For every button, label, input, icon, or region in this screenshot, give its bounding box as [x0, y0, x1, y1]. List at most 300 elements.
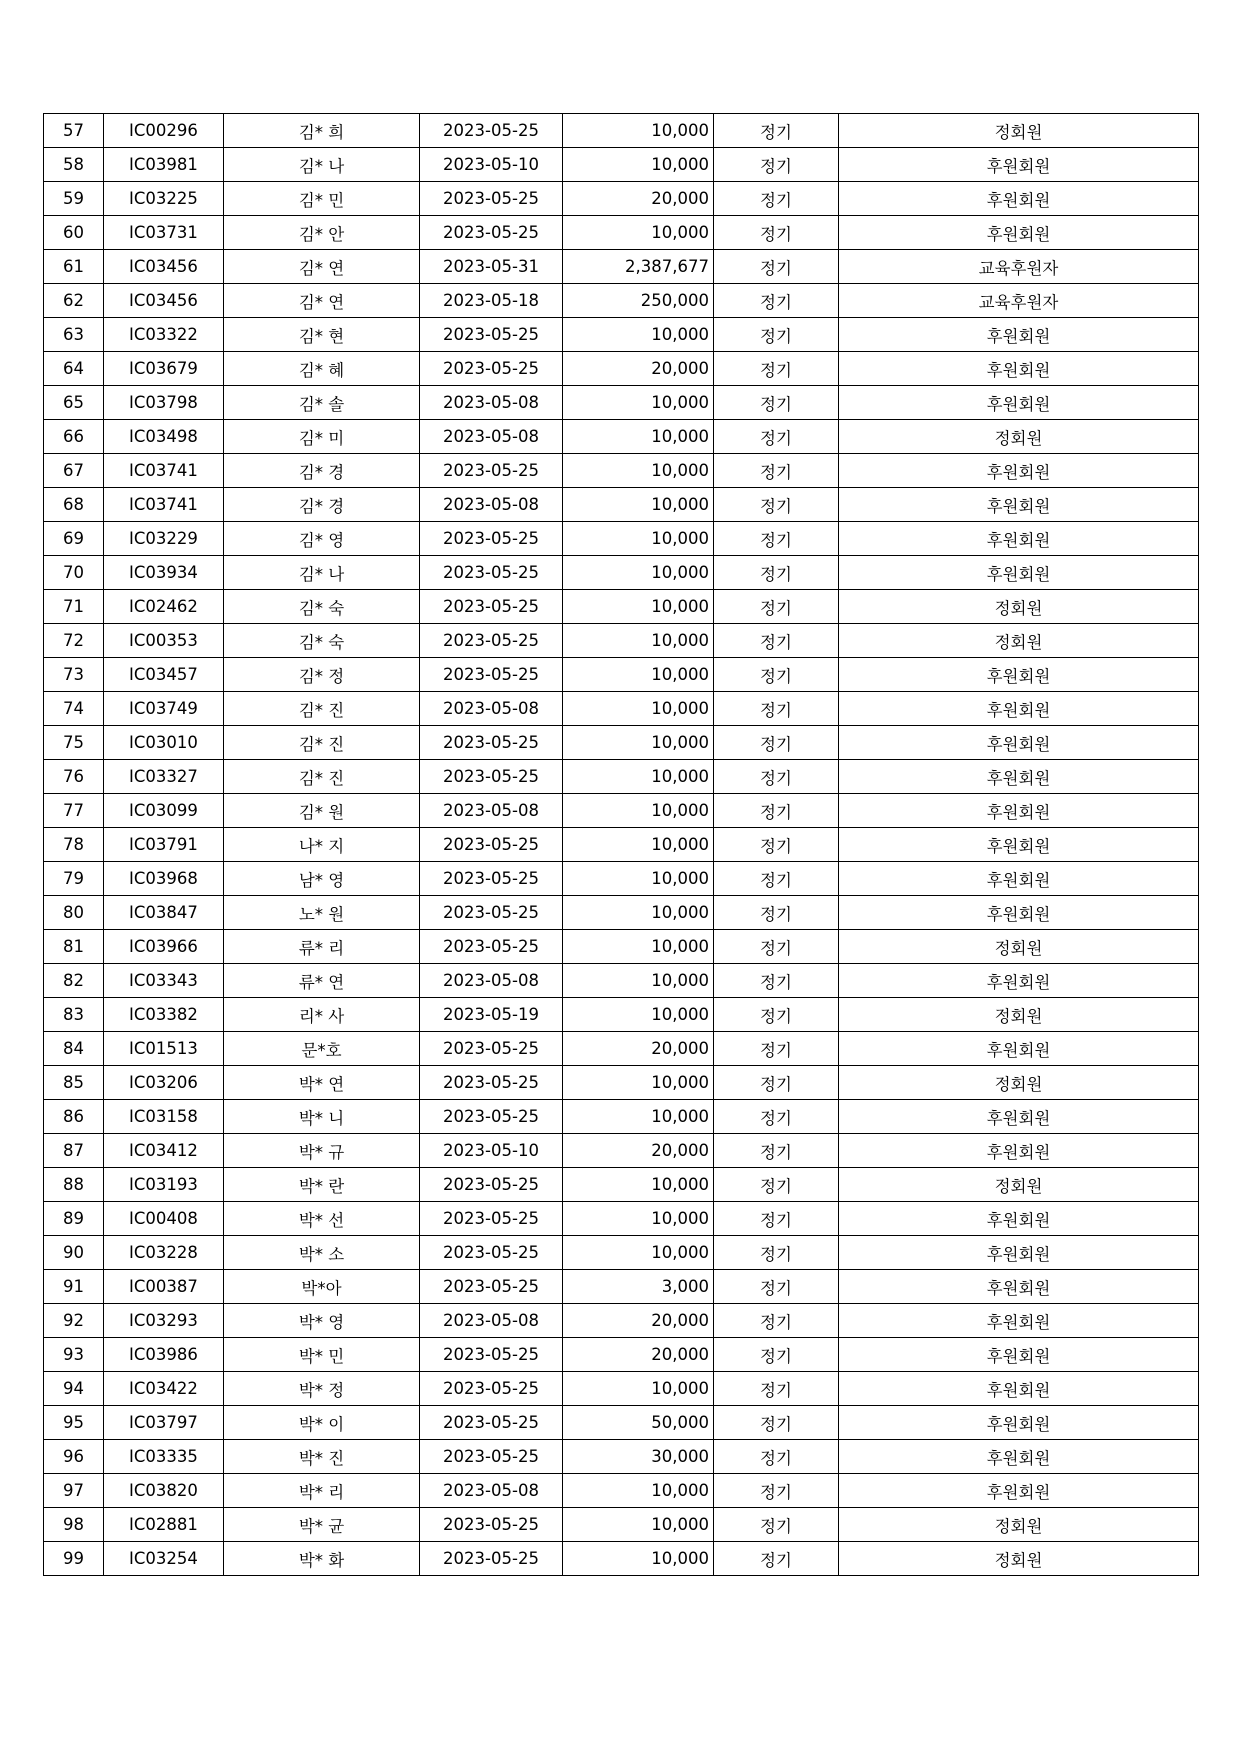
amount-cell: 10,000	[563, 964, 714, 998]
row-number-cell: 87	[44, 1134, 104, 1168]
donation-date-cell: 2023-05-25	[420, 1100, 563, 1134]
donor-id-cell: IC03966	[104, 930, 224, 964]
donation-date-cell: 2023-05-25	[420, 522, 563, 556]
donation-type-cell: 정기	[714, 1440, 839, 1474]
table-row	[44, 216, 1199, 250]
member-type-cell: 정회원	[839, 1168, 1199, 1202]
amount-cell: 10,000	[563, 1100, 714, 1134]
donation-type-cell: 정기	[714, 1066, 839, 1100]
amount-cell: 20,000	[563, 1304, 714, 1338]
row-number-cell: 75	[44, 726, 104, 760]
table-row	[44, 828, 1199, 862]
donation-date-cell: 2023-05-25	[420, 658, 563, 692]
donation-type-cell: 정기	[714, 862, 839, 896]
table-row	[44, 114, 1199, 148]
amount-cell: 10,000	[563, 760, 714, 794]
donor-name-cell: 김* 진	[224, 692, 420, 726]
member-type-cell: 후원회원	[839, 1474, 1199, 1508]
table-row	[44, 930, 1199, 964]
amount-cell: 10,000	[563, 1066, 714, 1100]
member-type-cell: 후원회원	[839, 556, 1199, 590]
donor-id-cell: IC03749	[104, 692, 224, 726]
table-row	[44, 556, 1199, 590]
table-row	[44, 1304, 1199, 1338]
amount-cell: 20,000	[563, 1338, 714, 1372]
amount-cell: 10,000	[563, 590, 714, 624]
row-number-cell: 94	[44, 1372, 104, 1406]
donor-id-cell: IC03254	[104, 1542, 224, 1576]
amount-cell: 10,000	[563, 658, 714, 692]
donation-type-cell: 정기	[714, 658, 839, 692]
donation-date-cell: 2023-05-25	[420, 1066, 563, 1100]
donor-name-cell: 김* 진	[224, 760, 420, 794]
donation-type-cell: 정기	[714, 556, 839, 590]
table-row	[44, 1338, 1199, 1372]
table-row	[44, 590, 1199, 624]
donation-type-cell: 정기	[714, 760, 839, 794]
member-type-cell: 교육후원자	[839, 250, 1199, 284]
donor-id-cell: IC03847	[104, 896, 224, 930]
amount-cell: 20,000	[563, 182, 714, 216]
member-type-cell: 후원회원	[839, 658, 1199, 692]
row-number-cell: 82	[44, 964, 104, 998]
table-row	[44, 1236, 1199, 1270]
donation-type-cell: 정기	[714, 1372, 839, 1406]
member-type-cell: 후원회원	[839, 522, 1199, 556]
row-number-cell: 84	[44, 1032, 104, 1066]
table-row	[44, 1372, 1199, 1406]
table-row	[44, 998, 1199, 1032]
amount-cell: 10,000	[563, 1202, 714, 1236]
member-type-cell: 후원회원	[839, 318, 1199, 352]
donor-name-cell: 김* 경	[224, 454, 420, 488]
donation-type-cell: 정기	[714, 1202, 839, 1236]
amount-cell: 10,000	[563, 794, 714, 828]
donation-type-cell: 정기	[714, 1508, 839, 1542]
donor-name-cell: 김* 안	[224, 216, 420, 250]
donation-date-cell: 2023-05-08	[420, 1474, 563, 1508]
donor-name-cell: 김* 미	[224, 420, 420, 454]
donor-id-cell: IC03934	[104, 556, 224, 590]
amount-cell: 10,000	[563, 828, 714, 862]
donor-id-cell: IC03010	[104, 726, 224, 760]
amount-cell: 10,000	[563, 1508, 714, 1542]
donation-date-cell: 2023-05-25	[420, 1542, 563, 1576]
row-number-cell: 71	[44, 590, 104, 624]
donation-type-cell: 정기	[714, 624, 839, 658]
amount-cell: 250,000	[563, 284, 714, 318]
donation-type-cell: 정기	[714, 1406, 839, 1440]
member-type-cell: 후원회원	[839, 182, 1199, 216]
donor-id-cell: IC03498	[104, 420, 224, 454]
table-row	[44, 1406, 1199, 1440]
donation-date-cell: 2023-05-25	[420, 1508, 563, 1542]
amount-cell: 10,000	[563, 216, 714, 250]
donation-type-cell: 정기	[714, 250, 839, 284]
member-type-cell: 후원회원	[839, 828, 1199, 862]
row-number-cell: 73	[44, 658, 104, 692]
amount-cell: 10,000	[563, 692, 714, 726]
row-number-cell: 61	[44, 250, 104, 284]
amount-cell: 10,000	[563, 1372, 714, 1406]
row-number-cell: 78	[44, 828, 104, 862]
donor-name-cell: 나* 지	[224, 828, 420, 862]
donor-id-cell: IC03820	[104, 1474, 224, 1508]
member-type-cell: 후원회원	[839, 1032, 1199, 1066]
amount-cell: 10,000	[563, 1168, 714, 1202]
donation-type-cell: 정기	[714, 964, 839, 998]
amount-cell: 10,000	[563, 1542, 714, 1576]
donation-date-cell: 2023-05-08	[420, 964, 563, 998]
donation-date-cell: 2023-05-25	[420, 862, 563, 896]
donor-id-cell: IC03158	[104, 1100, 224, 1134]
row-number-cell: 99	[44, 1542, 104, 1576]
donation-date-cell: 2023-05-25	[420, 1406, 563, 1440]
donor-name-cell: 김* 나	[224, 148, 420, 182]
donation-type-cell: 정기	[714, 522, 839, 556]
table-row	[44, 896, 1199, 930]
donor-name-cell: 박* 정	[224, 1372, 420, 1406]
table-row	[44, 760, 1199, 794]
donation-type-cell: 정기	[714, 1100, 839, 1134]
donation-date-cell: 2023-05-25	[420, 114, 563, 148]
donor-id-cell: IC03741	[104, 488, 224, 522]
donor-id-cell: IC01513	[104, 1032, 224, 1066]
row-number-cell: 81	[44, 930, 104, 964]
donor-id-cell: IC03731	[104, 216, 224, 250]
member-type-cell: 정회원	[839, 1066, 1199, 1100]
donor-name-cell: 김* 진	[224, 726, 420, 760]
row-number-cell: 85	[44, 1066, 104, 1100]
donor-name-cell: 박* 규	[224, 1134, 420, 1168]
table-row	[44, 148, 1199, 182]
donation-date-cell: 2023-05-25	[420, 590, 563, 624]
member-type-cell: 후원회원	[839, 1100, 1199, 1134]
donation-type-cell: 정기	[714, 828, 839, 862]
donor-id-cell: IC03968	[104, 862, 224, 896]
donation-type-cell: 정기	[714, 1338, 839, 1372]
donation-type-cell: 정기	[714, 488, 839, 522]
donation-date-cell: 2023-05-25	[420, 896, 563, 930]
donation-type-cell: 정기	[714, 794, 839, 828]
member-type-cell: 후원회원	[839, 794, 1199, 828]
amount-cell: 10,000	[563, 556, 714, 590]
amount-cell: 10,000	[563, 726, 714, 760]
amount-cell: 3,000	[563, 1270, 714, 1304]
table-row	[44, 250, 1199, 284]
donation-date-cell: 2023-05-25	[420, 216, 563, 250]
donor-id-cell: IC03457	[104, 658, 224, 692]
donor-id-cell: IC03986	[104, 1338, 224, 1372]
row-number-cell: 63	[44, 318, 104, 352]
donation-date-cell: 2023-05-10	[420, 1134, 563, 1168]
donation-date-cell: 2023-05-18	[420, 284, 563, 318]
donation-type-cell: 정기	[714, 1032, 839, 1066]
donation-date-cell: 2023-05-25	[420, 624, 563, 658]
donation-date-cell: 2023-05-25	[420, 1168, 563, 1202]
member-type-cell: 후원회원	[839, 1440, 1199, 1474]
table-row	[44, 1100, 1199, 1134]
donation-date-cell: 2023-05-08	[420, 420, 563, 454]
amount-cell: 10,000	[563, 624, 714, 658]
amount-cell: 20,000	[563, 352, 714, 386]
amount-cell: 10,000	[563, 998, 714, 1032]
donation-type-cell: 정기	[714, 930, 839, 964]
amount-cell: 10,000	[563, 114, 714, 148]
donation-date-cell: 2023-05-10	[420, 148, 563, 182]
row-number-cell: 72	[44, 624, 104, 658]
donation-type-cell: 정기	[714, 590, 839, 624]
row-number-cell: 67	[44, 454, 104, 488]
donor-id-cell: IC03322	[104, 318, 224, 352]
member-type-cell: 후원회원	[839, 1270, 1199, 1304]
donation-type-cell: 정기	[714, 318, 839, 352]
donor-name-cell: 김* 숙	[224, 590, 420, 624]
donation-type-cell: 정기	[714, 1236, 839, 1270]
row-number-cell: 57	[44, 114, 104, 148]
donor-id-cell: IC03099	[104, 794, 224, 828]
donor-name-cell: 박* 란	[224, 1168, 420, 1202]
donation-date-cell: 2023-05-25	[420, 454, 563, 488]
table-row	[44, 1168, 1199, 1202]
member-type-cell: 교육후원자	[839, 284, 1199, 318]
donation-type-cell: 정기	[714, 386, 839, 420]
donor-id-cell: IC03981	[104, 148, 224, 182]
row-number-cell: 68	[44, 488, 104, 522]
table-row	[44, 352, 1199, 386]
donor-id-cell: IC03798	[104, 386, 224, 420]
table-row	[44, 1134, 1199, 1168]
donor-name-cell: 김* 경	[224, 488, 420, 522]
donor-name-cell: 박* 진	[224, 1440, 420, 1474]
table-row	[44, 1202, 1199, 1236]
donor-name-cell: 김* 원	[224, 794, 420, 828]
donation-type-cell: 정기	[714, 692, 839, 726]
donor-id-cell: IC03327	[104, 760, 224, 794]
row-number-cell: 80	[44, 896, 104, 930]
donation-type-cell: 정기	[714, 114, 839, 148]
table-row	[44, 1474, 1199, 1508]
donation-type-cell: 정기	[714, 420, 839, 454]
table-row	[44, 488, 1199, 522]
amount-cell: 10,000	[563, 1474, 714, 1508]
row-number-cell: 83	[44, 998, 104, 1032]
donor-id-cell: IC03193	[104, 1168, 224, 1202]
row-number-cell: 59	[44, 182, 104, 216]
donation-date-cell: 2023-05-25	[420, 352, 563, 386]
amount-cell: 2,387,677	[563, 250, 714, 284]
donation-type-cell: 정기	[714, 1304, 839, 1338]
table-row	[44, 964, 1199, 998]
donor-id-cell: IC03206	[104, 1066, 224, 1100]
member-type-cell: 정회원	[839, 1508, 1199, 1542]
row-number-cell: 74	[44, 692, 104, 726]
donation-date-cell: 2023-05-25	[420, 182, 563, 216]
donation-date-cell: 2023-05-25	[420, 1032, 563, 1066]
donation-type-cell: 정기	[714, 148, 839, 182]
donor-name-cell: 김* 현	[224, 318, 420, 352]
member-type-cell: 후원회원	[839, 148, 1199, 182]
donation-date-cell: 2023-05-25	[420, 1338, 563, 1372]
table-row	[44, 1032, 1199, 1066]
donor-name-cell: 김* 솔	[224, 386, 420, 420]
row-number-cell: 88	[44, 1168, 104, 1202]
table-row	[44, 726, 1199, 760]
donor-id-cell: IC03741	[104, 454, 224, 488]
donor-name-cell: 김* 민	[224, 182, 420, 216]
donor-name-cell: 문*호	[224, 1032, 420, 1066]
member-type-cell: 후원회원	[839, 692, 1199, 726]
row-number-cell: 97	[44, 1474, 104, 1508]
row-number-cell: 91	[44, 1270, 104, 1304]
donor-id-cell: IC00353	[104, 624, 224, 658]
donor-name-cell: 박* 연	[224, 1066, 420, 1100]
amount-cell: 30,000	[563, 1440, 714, 1474]
donor-name-cell: 김* 숙	[224, 624, 420, 658]
table-body	[44, 114, 1199, 1576]
donation-date-cell: 2023-05-25	[420, 726, 563, 760]
table-row	[44, 658, 1199, 692]
member-type-cell: 후원회원	[839, 1236, 1199, 1270]
donor-id-cell: IC00387	[104, 1270, 224, 1304]
row-number-cell: 93	[44, 1338, 104, 1372]
member-type-cell: 후원회원	[839, 352, 1199, 386]
member-type-cell: 정회원	[839, 930, 1199, 964]
table-row	[44, 522, 1199, 556]
donation-date-cell: 2023-05-25	[420, 1202, 563, 1236]
donor-name-cell: 박* 리	[224, 1474, 420, 1508]
donor-name-cell: 김* 영	[224, 522, 420, 556]
donor-name-cell: 박* 소	[224, 1236, 420, 1270]
amount-cell: 10,000	[563, 148, 714, 182]
donor-id-cell: IC03456	[104, 284, 224, 318]
member-type-cell: 정회원	[839, 420, 1199, 454]
member-type-cell: 후원회원	[839, 1304, 1199, 1338]
donation-date-cell: 2023-05-08	[420, 794, 563, 828]
amount-cell: 20,000	[563, 1032, 714, 1066]
row-number-cell: 76	[44, 760, 104, 794]
donor-id-cell: IC03422	[104, 1372, 224, 1406]
donation-date-cell: 2023-05-25	[420, 556, 563, 590]
donation-date-cell: 2023-05-19	[420, 998, 563, 1032]
donor-name-cell: 박* 화	[224, 1542, 420, 1576]
member-type-cell: 후원회원	[839, 454, 1199, 488]
donor-id-cell: IC03343	[104, 964, 224, 998]
donation-type-cell: 정기	[714, 182, 839, 216]
donor-id-cell: IC03293	[104, 1304, 224, 1338]
table-row	[44, 182, 1199, 216]
donor-name-cell: 김* 혜	[224, 352, 420, 386]
table-row	[44, 1440, 1199, 1474]
donor-name-cell: 노* 원	[224, 896, 420, 930]
donor-name-cell: 김* 희	[224, 114, 420, 148]
table-row	[44, 1270, 1199, 1304]
member-type-cell: 후원회원	[839, 760, 1199, 794]
donation-type-cell: 정기	[714, 1542, 839, 1576]
donor-name-cell: 류* 리	[224, 930, 420, 964]
table-row	[44, 1066, 1199, 1100]
donor-name-cell: 박* 영	[224, 1304, 420, 1338]
member-type-cell: 후원회원	[839, 1406, 1199, 1440]
donation-type-cell: 정기	[714, 896, 839, 930]
donor-name-cell: 박* 선	[224, 1202, 420, 1236]
donor-name-cell: 박* 균	[224, 1508, 420, 1542]
donor-id-cell: IC00408	[104, 1202, 224, 1236]
table-row	[44, 624, 1199, 658]
member-type-cell: 후원회원	[839, 964, 1199, 998]
donor-name-cell: 류* 연	[224, 964, 420, 998]
amount-cell: 10,000	[563, 420, 714, 454]
row-number-cell: 60	[44, 216, 104, 250]
row-number-cell: 77	[44, 794, 104, 828]
donor-name-cell: 박* 니	[224, 1100, 420, 1134]
donation-date-cell: 2023-05-25	[420, 1270, 563, 1304]
table-row	[44, 862, 1199, 896]
donation-date-cell: 2023-05-31	[420, 250, 563, 284]
donation-type-cell: 정기	[714, 1474, 839, 1508]
table-row	[44, 386, 1199, 420]
donation-date-cell: 2023-05-25	[420, 1236, 563, 1270]
amount-cell: 50,000	[563, 1406, 714, 1440]
donation-type-cell: 정기	[714, 284, 839, 318]
table-row	[44, 284, 1199, 318]
row-number-cell: 65	[44, 386, 104, 420]
member-type-cell: 후원회원	[839, 1338, 1199, 1372]
donor-id-cell: IC03679	[104, 352, 224, 386]
donation-type-cell: 정기	[714, 726, 839, 760]
member-type-cell: 정회원	[839, 114, 1199, 148]
amount-cell: 10,000	[563, 488, 714, 522]
amount-cell: 10,000	[563, 862, 714, 896]
row-number-cell: 95	[44, 1406, 104, 1440]
row-number-cell: 96	[44, 1440, 104, 1474]
donor-id-cell: IC02881	[104, 1508, 224, 1542]
amount-cell: 10,000	[563, 896, 714, 930]
member-type-cell: 정회원	[839, 590, 1199, 624]
donation-date-cell: 2023-05-08	[420, 386, 563, 420]
donor-id-cell: IC02462	[104, 590, 224, 624]
donor-id-cell: IC03225	[104, 182, 224, 216]
table-row	[44, 318, 1199, 352]
donor-name-cell: 김* 연	[224, 250, 420, 284]
amount-cell: 20,000	[563, 1134, 714, 1168]
row-number-cell: 92	[44, 1304, 104, 1338]
row-number-cell: 89	[44, 1202, 104, 1236]
member-type-cell: 후원회원	[839, 1134, 1199, 1168]
donation-type-cell: 정기	[714, 998, 839, 1032]
donation-type-cell: 정기	[714, 1168, 839, 1202]
donor-id-cell: IC03382	[104, 998, 224, 1032]
donation-type-cell: 정기	[714, 216, 839, 250]
member-type-cell: 후원회원	[839, 1202, 1199, 1236]
row-number-cell: 69	[44, 522, 104, 556]
table-row	[44, 692, 1199, 726]
donor-name-cell: 김* 연	[224, 284, 420, 318]
amount-cell: 10,000	[563, 522, 714, 556]
amount-cell: 10,000	[563, 1236, 714, 1270]
donation-type-cell: 정기	[714, 1134, 839, 1168]
donor-id-cell: IC03797	[104, 1406, 224, 1440]
donor-name-cell: 남* 영	[224, 862, 420, 896]
donor-id-cell: IC00296	[104, 114, 224, 148]
donor-name-cell: 박*아	[224, 1270, 420, 1304]
table-row	[44, 420, 1199, 454]
donor-id-cell: IC03228	[104, 1236, 224, 1270]
member-type-cell: 후원회원	[839, 862, 1199, 896]
donor-name-cell: 박* 이	[224, 1406, 420, 1440]
donation-date-cell: 2023-05-08	[420, 1304, 563, 1338]
donor-id-cell: IC03229	[104, 522, 224, 556]
